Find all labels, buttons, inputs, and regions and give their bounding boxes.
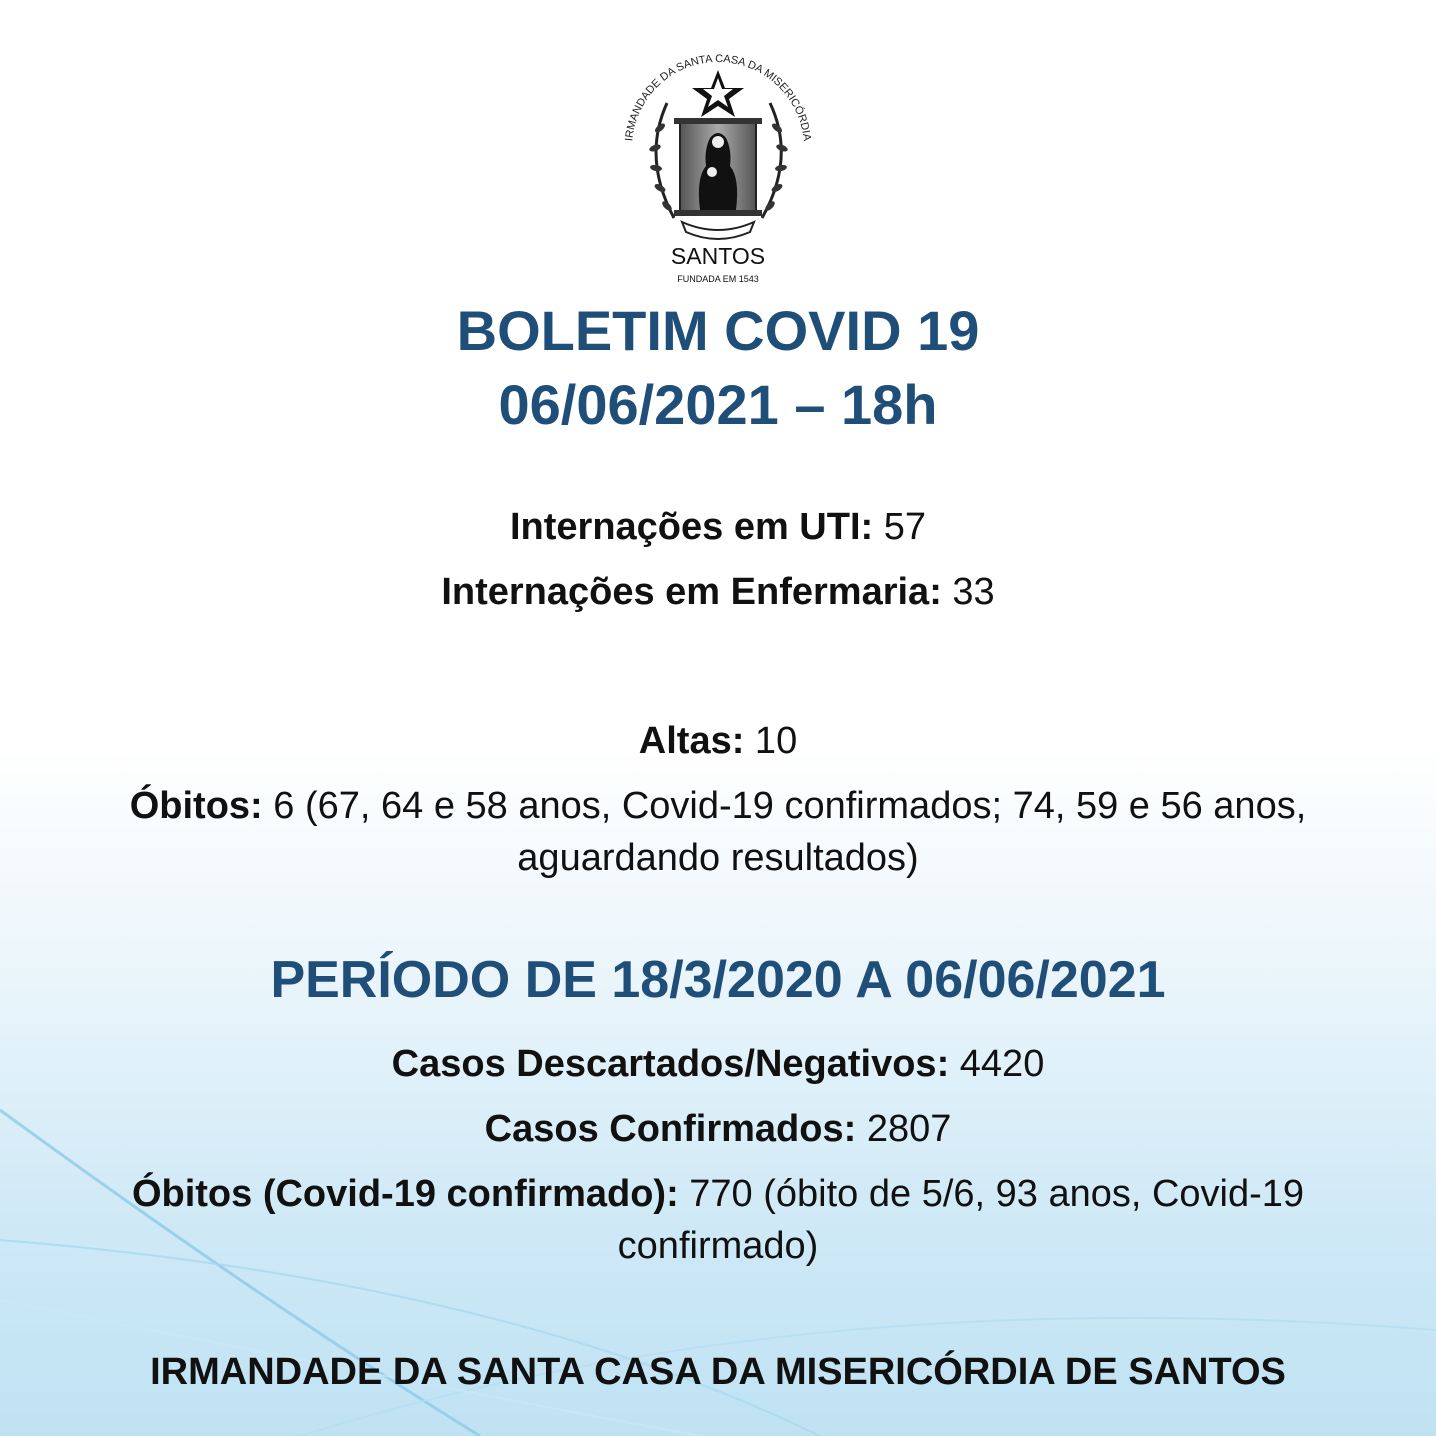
uti-row [0, 501, 1436, 553]
obitos-row-continued: aguardando resultados) [517, 837, 919, 879]
obitos-label: Óbitos: [129, 785, 263, 827]
logo-founded: FUNDADA EM 1543 [677, 274, 759, 284]
altas-label: Altas: [638, 720, 745, 762]
uti-label: Internações em UTI: [509, 506, 874, 548]
altas-value: 10 [744, 720, 798, 762]
obitos-total-row [0, 1168, 1436, 1220]
obitos-total-label: Óbitos (Covid-19 confirmado): [131, 1173, 679, 1215]
bulletin-title: BOLETIM COVID 19 [456, 299, 980, 362]
confirmados-label: Casos Confirmados: [484, 1108, 857, 1150]
descartados-label: Casos Descartados/Negativos: [391, 1043, 950, 1085]
confirmados-row [0, 1103, 1436, 1155]
obitos-row [0, 780, 1436, 832]
enfermaria-row [0, 566, 1436, 618]
obitos-value: 6 (67, 64 e 58 anos, Covid-19 confirmados; 74, 59 e 56 anos, [262, 785, 1307, 827]
footer-organization: IRMANDADE DA SANTA CASA DA MISERICÓRDIA DE SANTOS [150, 1351, 1286, 1393]
obitos-total-row-continued: confirmado) [617, 1225, 819, 1267]
santa-casa-seal-logo [612, 38, 824, 288]
descartados-value: 4420 [949, 1043, 1045, 1085]
logo-arc-text: IRMANDADE DA SANTA CASA DA MISERICÓRDIA [623, 52, 813, 142]
obitos-total-value: 770 (óbito de 5/6, 93 anos, Covid-19 [678, 1173, 1305, 1215]
laurel-left-icon [656, 103, 674, 218]
enfermaria-value: 33 [941, 571, 995, 613]
wheat-right-icon [762, 103, 781, 218]
period-title: PERÍODO DE 18/3/2020 A 06/06/2021 [270, 951, 1166, 1009]
bulletin-date: 06/06/2021 – 18h [498, 373, 938, 436]
uti-value: 57 [873, 506, 927, 548]
altas-row [0, 715, 1436, 767]
logo-name: SANTOS [670, 243, 766, 269]
confirmados-value: 2807 [856, 1108, 952, 1150]
descartados-row [0, 1038, 1436, 1090]
enfermaria-label: Internações em Enfermaria: [441, 571, 942, 613]
